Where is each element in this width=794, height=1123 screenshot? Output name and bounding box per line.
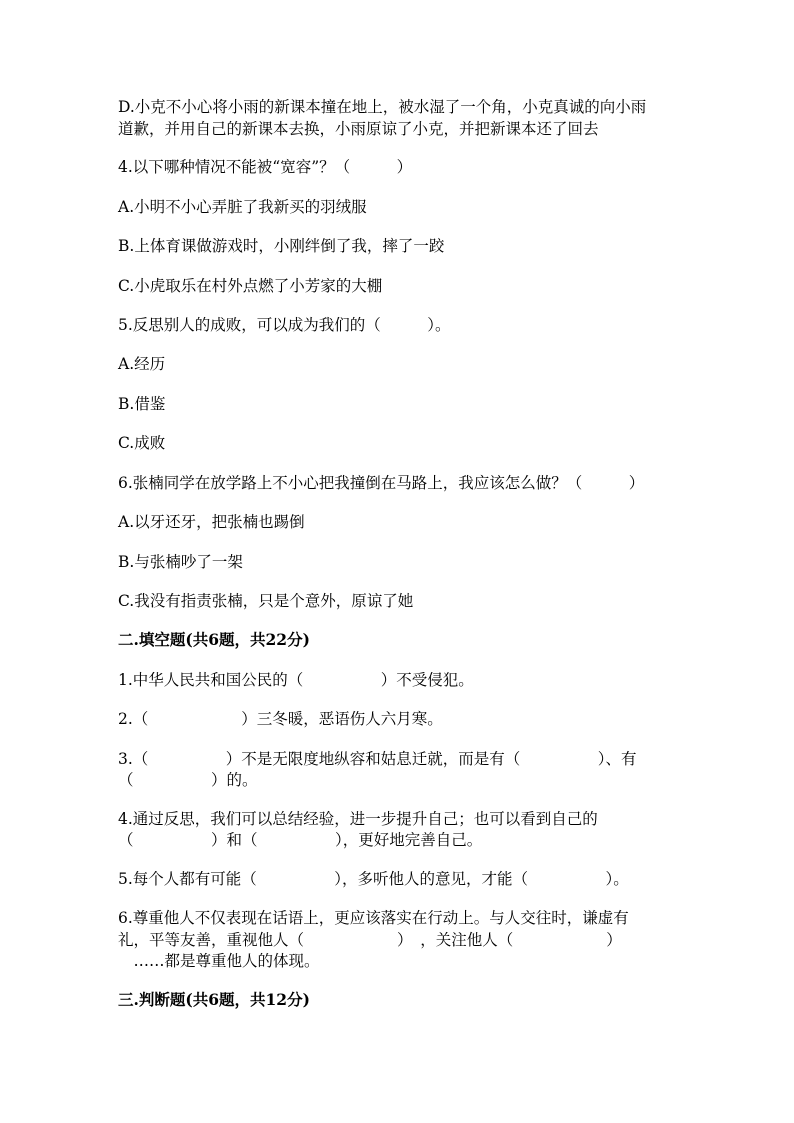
option-text: B.上体育课做游戏时，小刚绊倒了我，摔了一跤 xyxy=(118,237,445,255)
option-text: B.借鉴 xyxy=(118,395,166,413)
question-text: 3.（ ）不是无限度地纵容和姑息迁就，而是有（ ）、有 xyxy=(118,750,637,768)
option-text: A.以牙还牙，把张楠也踢倒 xyxy=(118,513,305,531)
question-text: ……都是尊重他人的体现。 xyxy=(118,952,320,970)
question-text: 4.以下哪种情况不能被“宽容”？（ ） xyxy=(118,158,413,176)
question-text: 6.张楠同学在放学路上不小心把我撞倒在马路上，我应该怎么做？（ ） xyxy=(118,474,645,492)
option-text: A.小明不小心弄脏了我新买的羽绒服 xyxy=(118,198,367,216)
option-text: A.经历 xyxy=(118,355,166,373)
option-text: D.小克不小心将小雨的新课本撞在地上，被水湿了一个角，小克真诚的向小雨 xyxy=(118,98,647,116)
question-text: 4.通过反思，我们可以总结经验，进一步提升自己；也可以看到自己的 xyxy=(118,810,598,828)
question-text: 6.尊重他人不仅表现在话语上，更应该落实在行动上。与人交往时，谦虚有 xyxy=(118,909,629,927)
question-text: 1.中华人民共和国公民的（ ）不受侵犯。 xyxy=(118,671,474,689)
option-text: 道歉，并用自己的新课本去换，小雨原谅了小克，并把新课本还了回去 xyxy=(118,120,599,138)
question-text: 礼，平等友善，重视他人（ ） ，关注他人（ ） xyxy=(118,931,622,949)
question-text: 2.（ ）三冬暖，恶语伤人六月寒。 xyxy=(118,710,443,728)
question-text: 5.每个人都有可能（ ），多听他人的意见，才能（ ）。 xyxy=(118,870,629,888)
option-text: C.我没有指责张楠，只是个意外，原谅了她 xyxy=(118,592,414,610)
section-heading: 三.判断题(共6题，共12分) xyxy=(118,990,310,1009)
question-text: （ ）和（ ），更好地完善自己。 xyxy=(118,831,483,849)
question-text: 5.反思别人的成败，可以成为我们的（ ）。 xyxy=(118,316,451,334)
option-text: B.与张楠吵了一架 xyxy=(118,553,243,571)
option-text: C.成败 xyxy=(118,434,166,452)
option-text: C.小虎取乐在村外点燃了小芳家的大棚 xyxy=(118,277,383,295)
question-text: （ ）的。 xyxy=(118,771,258,789)
section-heading: 二.填空题(共6题，共22分) xyxy=(118,630,310,649)
